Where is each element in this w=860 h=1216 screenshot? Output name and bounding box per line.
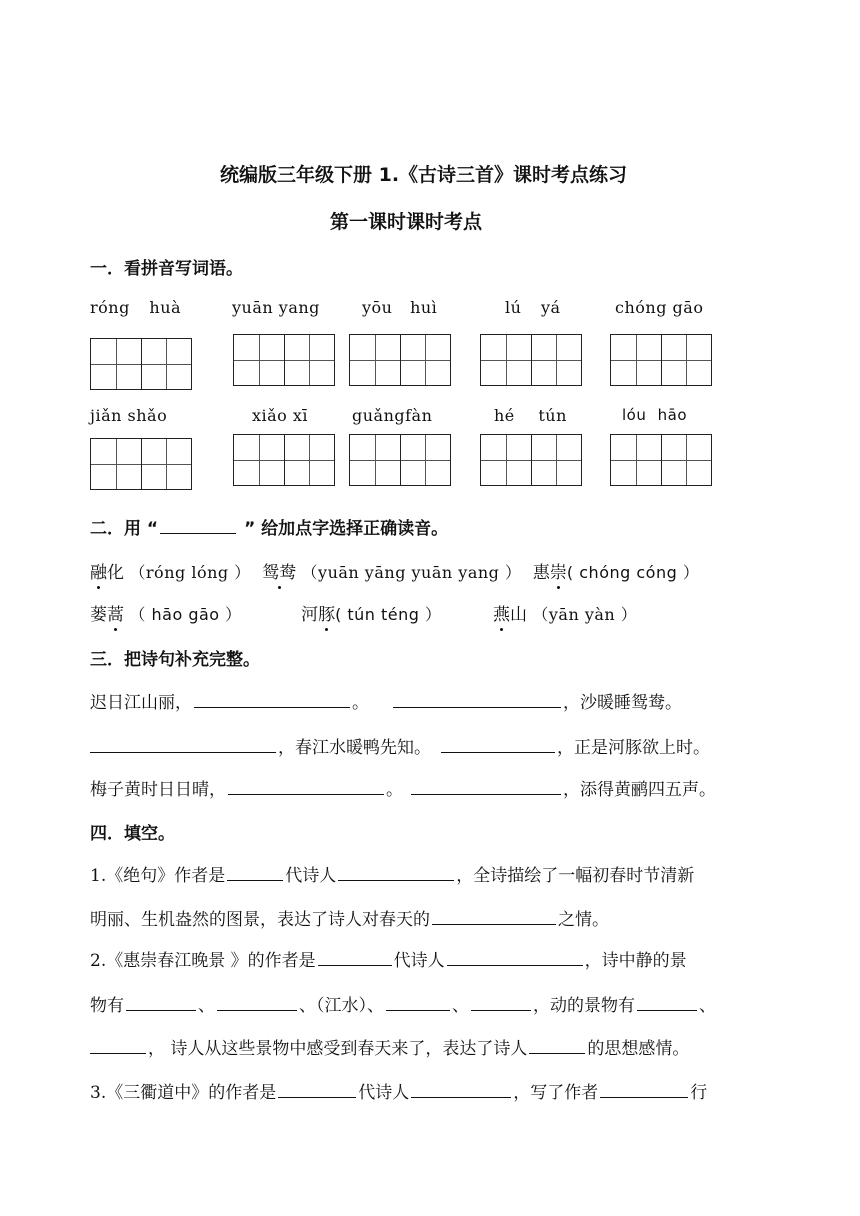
q2-line-3: [90, 1034, 689, 1059]
q3-text: 3.《三衢道中》的作者是: [90, 1083, 277, 1103]
page-title: 统编版三年级下册 1.《古诗三首》课时考点练习: [220, 164, 628, 186]
poem-text: 。: [386, 780, 403, 800]
poem-line-1: [90, 688, 682, 713]
pinyin-2-1: jiǎn shǎo: [90, 406, 168, 425]
q3-text: 行: [690, 1083, 708, 1103]
reading-options-4[interactable]: （ hāo gāo ）: [129, 605, 242, 624]
q3-text: ，写了作者: [513, 1083, 599, 1103]
q2-text: （江水）: [316, 996, 367, 1016]
q3-text: 代诗人: [358, 1083, 410, 1103]
pinyin-2-4: hé tún: [494, 406, 567, 425]
writing-grid-1-2[interactable]: [233, 334, 335, 386]
reading-line-1: [90, 558, 699, 583]
word-char: 河: [301, 605, 319, 625]
section-2-heading: [90, 514, 448, 539]
q2-text: ，动的景物有: [533, 996, 635, 1016]
separator: 、: [452, 996, 469, 1016]
poem-blank[interactable]: [90, 736, 276, 753]
q1-text: 之情。: [558, 910, 609, 930]
q1-text: 代诗人: [285, 866, 337, 886]
writing-grid-2-4[interactable]: [480, 434, 582, 486]
section-4-heading: 四．填空。: [90, 824, 175, 844]
word-char: 山: [509, 605, 527, 625]
poem-line-2: [90, 733, 710, 758]
pinyin-1-2: yuān yang: [232, 298, 320, 317]
separator: 、: [198, 996, 215, 1016]
q3-line-1: [90, 1078, 707, 1103]
writing-grid-1-1[interactable]: [90, 338, 192, 390]
section-1-heading: 一．看拼音写词语。: [90, 259, 243, 279]
separator: 、: [699, 996, 716, 1016]
q2-blank[interactable]: [318, 949, 392, 966]
word-char: 化: [107, 563, 124, 583]
poem-text: ，春江水暖鸭先知。: [278, 738, 431, 758]
q1-blank[interactable]: [432, 908, 556, 925]
poem-text: ，正是河豚欲上时。: [557, 738, 710, 758]
separator: 、: [367, 996, 384, 1016]
poem-text: 。: [352, 693, 369, 713]
reading-options-2[interactable]: （yuān yāng yuān yang ）: [301, 563, 522, 582]
q2-text: 代诗人: [393, 951, 445, 971]
q2-blank[interactable]: [386, 994, 450, 1011]
writing-grid-1-4[interactable]: [480, 334, 582, 386]
q3-blank[interactable]: [411, 1081, 511, 1098]
q2-blank[interactable]: [126, 994, 196, 1011]
pinyin-2-3: guǎngfàn: [352, 406, 433, 425]
word-char: 蒌: [90, 605, 107, 625]
poem-blank[interactable]: [194, 691, 350, 708]
q1-line-1: [90, 861, 694, 886]
poem-blank[interactable]: [393, 691, 561, 708]
poem-blank[interactable]: [411, 778, 561, 795]
pinyin-2-5: lóu hāo: [622, 406, 687, 424]
writing-grid-1-3[interactable]: [349, 334, 451, 386]
dotted-word: 鸳鸯: [262, 563, 297, 583]
q3-blank[interactable]: [600, 1081, 688, 1098]
poem-blank[interactable]: [441, 736, 555, 753]
poem-text: ，沙暖睡鸳鸯。: [563, 693, 682, 713]
poem-blank[interactable]: [228, 778, 384, 795]
dotted-char: 融: [90, 563, 107, 583]
pinyin-1-1: róng huà: [90, 298, 182, 317]
reading-line-2: [90, 600, 637, 625]
q2-blank[interactable]: [637, 994, 697, 1011]
q2-blank[interactable]: [471, 994, 531, 1011]
poem-text: ，添得黄鹂四五声。: [563, 780, 716, 800]
q2-line-1: [90, 946, 687, 971]
q2-blank[interactable]: [447, 949, 583, 966]
q2-text: ， 诗人从这些景物中感受到春天来了，表达了诗人: [148, 1039, 528, 1059]
q2-text: 2.《惠崇春江晚景 》的作者是: [90, 951, 316, 971]
pinyin-2-2: xiǎo xī: [252, 406, 309, 425]
q1-line-2: [90, 905, 609, 930]
dotted-char: 燕: [492, 605, 510, 625]
q3-blank[interactable]: [278, 1081, 356, 1098]
poem-text: 梅子黄时日日晴，: [90, 780, 226, 800]
q1-blank[interactable]: [338, 864, 454, 881]
poem-text: 迟日江山丽，: [90, 693, 192, 713]
page-subtitle: 第一课时课时考点: [330, 211, 483, 233]
reading-options-5[interactable]: ( tún téng ）: [335, 605, 442, 624]
writing-grid-2-2[interactable]: [233, 434, 335, 486]
pinyin-1-5: chóng gāo: [615, 298, 704, 317]
separator: 、: [299, 996, 316, 1016]
q2-line-2: [90, 991, 716, 1016]
reading-options-1[interactable]: （róng lóng ）: [129, 563, 251, 582]
dotted-char: 豚: [318, 605, 336, 625]
dotted-char: 蒿: [107, 605, 124, 625]
word-char: 惠: [532, 563, 550, 583]
pinyin-1-3: yōu huì: [362, 298, 438, 317]
pinyin-1-4: lú yá: [505, 298, 561, 317]
writing-grid-2-1[interactable]: [90, 438, 192, 490]
section-2-heading-prefix: 二．用 “: [90, 519, 159, 539]
heading-blank: [160, 517, 236, 534]
q2-blank[interactable]: [529, 1037, 585, 1054]
reading-options-3[interactable]: ( chóng cóng ）: [566, 563, 700, 582]
q1-text: 1.《绝句》作者是: [90, 866, 226, 886]
writing-grid-2-3[interactable]: [349, 434, 451, 486]
section-2-heading-suffix: ” 给加点字选择正确读音。: [244, 519, 449, 539]
q1-text: ，全诗描绘了一幅初春时节清新: [456, 866, 695, 886]
q1-blank[interactable]: [227, 864, 283, 881]
writing-grid-2-5[interactable]: [610, 434, 712, 486]
poem-line-3: [90, 775, 716, 800]
dotted-char: 崇: [549, 563, 567, 583]
q2-blank[interactable]: [217, 994, 297, 1011]
q2-text: ，诗中静的景: [584, 951, 687, 971]
q1-text: 明丽、生机盎然的图景，表达了诗人对春天的: [90, 910, 430, 930]
q2-text: 的思想感情。: [587, 1039, 690, 1059]
section-3-heading: 三．把诗句补充完整。: [90, 650, 260, 670]
q2-text: 物有: [90, 996, 124, 1016]
q2-blank[interactable]: [90, 1037, 146, 1054]
writing-grid-1-5[interactable]: [610, 334, 712, 386]
reading-options-6[interactable]: （yān yàn ）: [532, 605, 638, 624]
